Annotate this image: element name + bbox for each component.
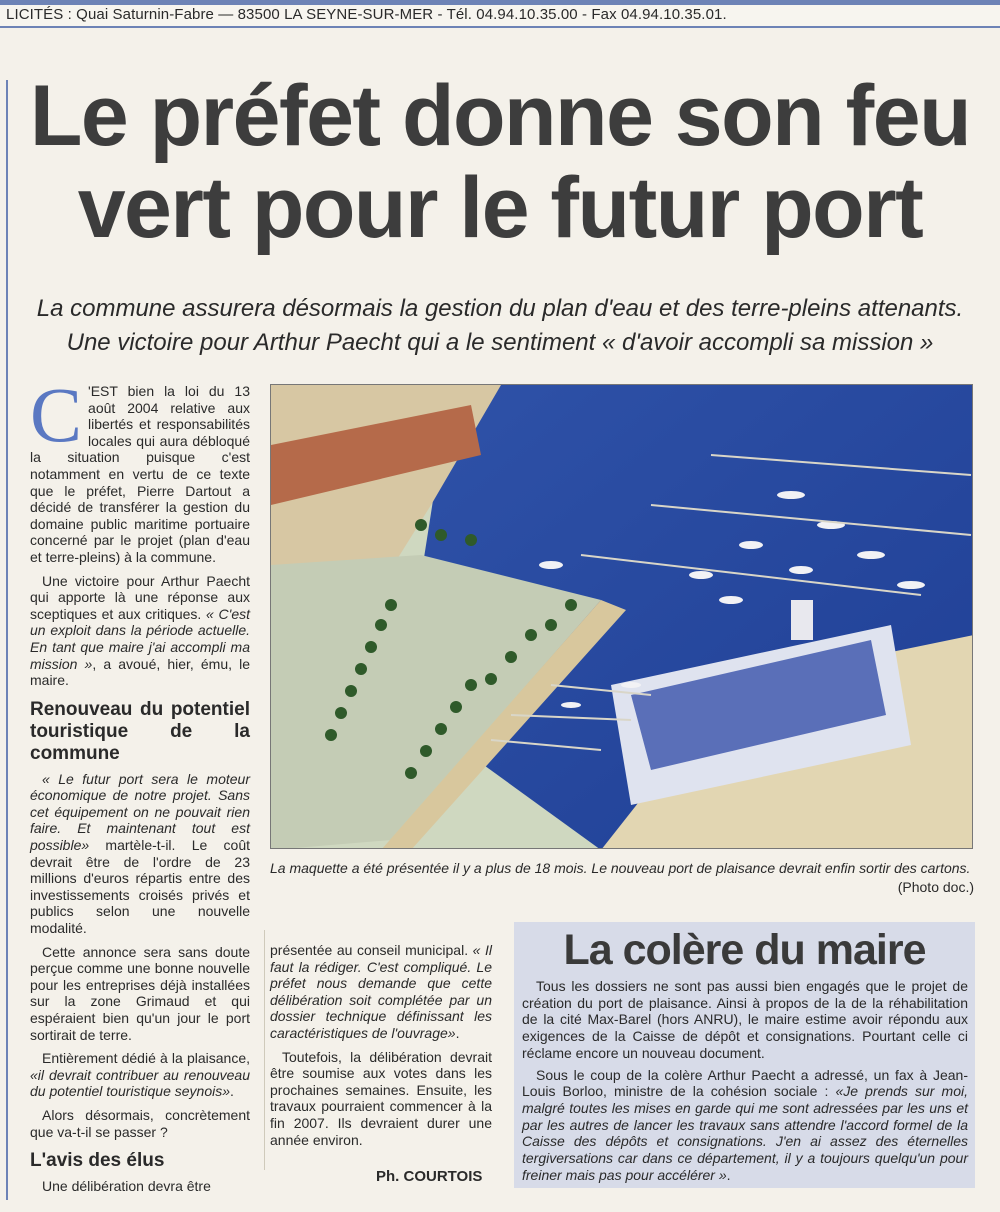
- section-subtitle-renouveau: Renouveau du potentiel touristique de la commune: [30, 698, 250, 764]
- photo-credit: (Photo doc.): [897, 879, 974, 895]
- port-model-illustration: [271, 385, 973, 849]
- sidebar-body: [522, 978, 968, 1188]
- sidebar-title: La colère du maire: [563, 926, 926, 974]
- headline: [16, 70, 984, 254]
- drop-cap: C: [30, 371, 83, 458]
- article-paragraph-2: Une victoire pour Arthur Paecht qui apporte là une réponse aux sceptiques et aux critiques. « C'est un exploit dans la période actuelle. En tant que maire j'ai accompli ma mission », a avoué, hier, ému, le maire.: [30, 572, 251, 689]
- article-column-2: [270, 942, 492, 1155]
- subhead-line-1: La commune assurera désormais la gestion du plan d'eau et des terre-pleins attenants.: [36, 295, 964, 322]
- article-paragraph-6: Alors désormais, concrètement que va-t-il se passer ?: [30, 1106, 250, 1140]
- article-paragraph-4: Cette annonce sera sans doute perçue comme une bonne nouvelle pour les entreprises déjà installées sur la zone Grimaud et qui espéraient bien qu'un jour le port sortirait de terre.: [30, 943, 250, 1043]
- port-model-photo: [270, 384, 973, 849]
- subheadline: [20, 292, 980, 360]
- photo-caption: La maquette a été présentée il y a plus de 18 mois. Le nouveau port de plaisance devrait enfin sortir des cartons.: [270, 860, 971, 876]
- subhead-line-2: Une victoire pour Arthur Paecht qui a le sentiment « d'avoir accompli sa mission »: [66, 329, 934, 356]
- contact-line: LICITÉS : Quai Saturnin-Fabre — 83500 LA SEYNE-SUR-MER - Tél. 04.94.10.35.00 - Fax 04.94.10.35.01.: [6, 6, 727, 23]
- sidebar-paragraph-2: Sous le coup de la colère Arthur Paecht a adressé, un fax à Jean-Louis Borloo, ministre de la cohésion sociale : «Je prends sur moi, malgré toutes les mises en garde qui me sont adressées par les uns et par les autres de lancer les travaux sans attendre l'accord formel de la Caisse des dépôts et consignations. J'en ai assez des éternelles tergiversations car dans ce département, il y a toujours quelqu'un pour freiner mais pas pour accélérer ».: [522, 1066, 968, 1183]
- article-paragraph-9: Toutefois, la délibération devrait être soumise aux votes dans les prochaines semaines. Ensuite, les travaux pourraient commencer à la fin 2007. Ils devraient durer une année environ.: [270, 1048, 492, 1148]
- article-paragraph-3: « Le futur port sera le moteur économique de notre projet. Sans cet équipement on ne pouvait rien faire. Et maintenant tout est possible» martèle-t-il. Le coût devrait être de l'ordre de 23 millions d'euros répartis entre des investissements croisés privés et publics selon une nouvelle modalité.: [30, 770, 250, 937]
- article-paragraph-1: C 'EST bien la loi du 13 août 2004 relative aux libertés et responsabilités locales qui aura débloqué la situation puisque c'est notamment en vertu de ce texte que le préfet, Pierre Dartout a décidé de transférer la gestion du domaine public maritime portuaire concerné par le projet (plan d'eau et terre-pleins) à la commune.: [30, 371, 250, 565]
- article-paragraph-8: présentée au conseil municipal. « Il faut la rédiger. C'est compliqué. Le préfet nous demande que cette délibération soit complétée par un dossier technique définissant les caractéristiques de l'ouvrage».: [270, 942, 492, 1041]
- sidebar-paragraph-1: Tous les dossiers ne sont pas aussi bien engagés que le projet de création du port de plaisance. Ainsi à propos de la de la réhabilitation de la cité Max-Barel (hors ANRU), le maire estime avoir répondu aux exigences de la Caisse de dépôt et consignations. Pourtant celle ci réclame encore un nouveau document.: [522, 978, 968, 1061]
- article-column-1: [30, 371, 251, 1202]
- headline-line-2: vert pour le futur port: [77, 160, 923, 256]
- byline: Ph. COURTOIS: [376, 1168, 483, 1185]
- headline-line-1: Le préfet donne son feu: [29, 68, 971, 164]
- column-divider: [264, 930, 265, 1170]
- left-rule: [6, 80, 8, 1200]
- article-paragraph-5: Entièrement dédié à la plaisance, «il devrait contribuer au renouveau du potentiel touristique seynois».: [30, 1050, 250, 1100]
- section-subtitle-avis: L'avis des élus: [30, 1150, 165, 1172]
- article-paragraph-7: Une délibération devra être: [42, 1178, 211, 1195]
